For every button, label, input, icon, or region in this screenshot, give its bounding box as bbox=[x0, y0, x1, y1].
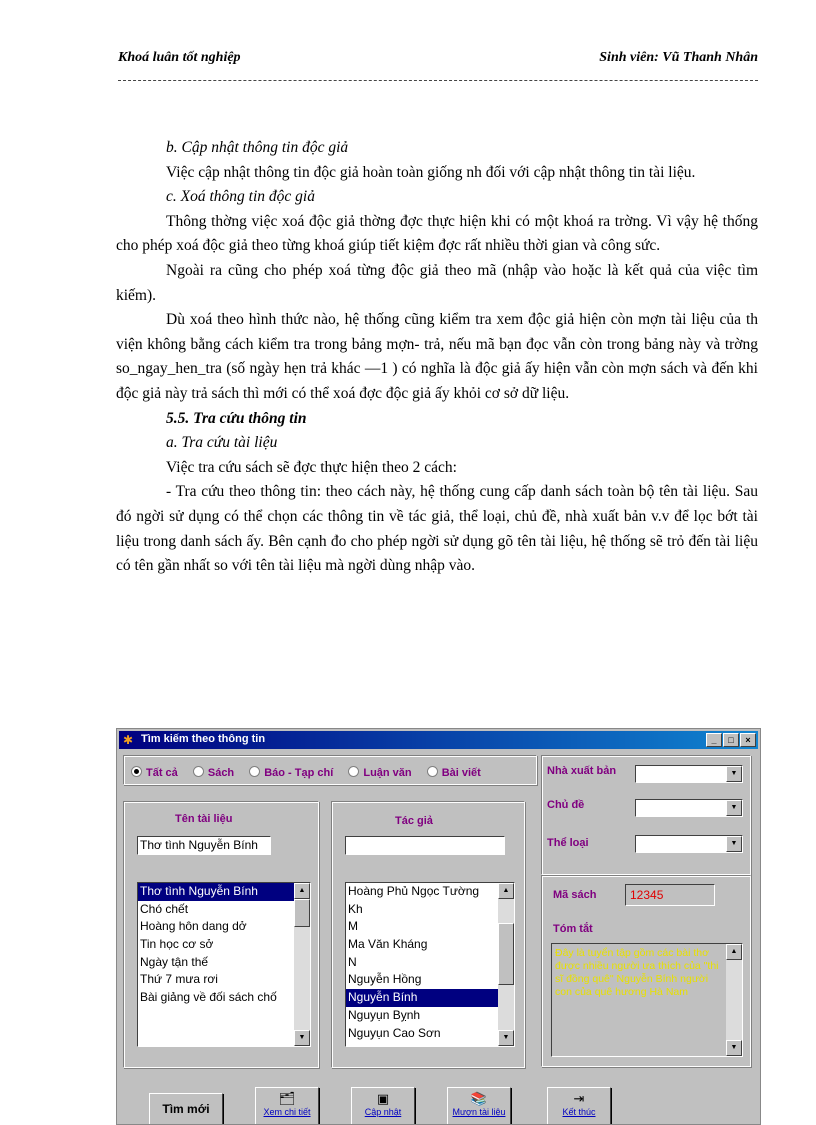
maximize-icon[interactable]: □ bbox=[723, 733, 739, 747]
radio-dot-magazine bbox=[249, 766, 260, 777]
summary-box[interactable] bbox=[551, 943, 743, 1057]
list-item[interactable]: Bài giảng về đối sách chố bbox=[140, 990, 277, 1005]
category-label: Thể loại bbox=[547, 837, 589, 849]
scroll-thumb[interactable] bbox=[498, 923, 514, 985]
scroll-up-icon[interactable]: ▲ bbox=[498, 883, 514, 899]
section-heading-5-5: 5.5. Tra cứu thông tin bbox=[166, 409, 307, 427]
list-item[interactable]: Tin học cơ sở bbox=[140, 937, 214, 952]
window-title: Tìm kiếm theo thông tin bbox=[141, 733, 266, 745]
scroll-thumb[interactable] bbox=[294, 899, 310, 927]
exit-button[interactable] bbox=[547, 1087, 611, 1125]
search-window-screenshot bbox=[116, 728, 761, 1125]
exit-label: Kết thúc bbox=[562, 1107, 596, 1117]
list-item[interactable]: Ma Văn Kháng bbox=[348, 937, 428, 952]
radio-dot-all bbox=[131, 766, 142, 777]
title-input[interactable]: Thơ tình Nguyễn Bính bbox=[137, 836, 271, 855]
paragraph-6: - Tra cứu theo thông tin: theo cách này, hệ thống cung cấp danh sách toàn bộ tên tài liệu. Sau đó ngời sử dụng có thể chọn các thông tin về tác giả, thể loại, chủ đề, nhà xuất bản v.v để lọc bớt tài liệu trong danh sách ấy. Bên cạnh đo cho phép ngời sử dụng gõ tên tài liệu, hệ thống sẽ trỏ đến tài liệu có tên gần nhất so với tên tài liệu mà ngời dùng nhập vào. bbox=[116, 483, 758, 575]
list-item[interactable]: Hoàng Phủ Ngọc Tường bbox=[348, 884, 480, 898]
topic-label: Chủ đề bbox=[547, 799, 585, 811]
borrow-label: Mượn tài liệu bbox=[452, 1107, 506, 1117]
radio-dot-book bbox=[193, 766, 204, 777]
title-label: Tên tài liệu bbox=[175, 813, 233, 825]
header-student-name: Sinh viên: Vũ Thanh Nhân bbox=[599, 50, 758, 65]
document-body bbox=[116, 136, 758, 579]
radio-thesis[interactable]: Luận văn bbox=[348, 766, 411, 779]
list-item[interactable]: Ngày tận thế bbox=[140, 954, 209, 969]
chevron-down-icon[interactable]: ▼ bbox=[726, 766, 742, 782]
update-label: Cập nhật bbox=[364, 1107, 402, 1117]
paragraph-3: Ngoài ra cũng cho phép xoá từng độc giả theo mã (nhập vào hoặc là kết quả của việc tìm kiếm). bbox=[116, 261, 758, 304]
chevron-down-icon[interactable]: ▼ bbox=[726, 836, 742, 852]
heading-a: a. Tra cứu tài liệu bbox=[166, 434, 278, 452]
heading-c: c. Xoá thông tin độc giả bbox=[166, 188, 315, 206]
title-list[interactable] bbox=[137, 882, 311, 1047]
title-list-scrollbar[interactable] bbox=[294, 883, 310, 1046]
exit-door-icon: ⇥ bbox=[573, 1091, 585, 1106]
author-label: Tác giả bbox=[395, 815, 433, 827]
summary-scrollbar[interactable] bbox=[726, 944, 742, 1056]
header-thesis-label: Khoá luân tốt nghiệp bbox=[118, 50, 241, 65]
list-item[interactable]: Hoàng hôn dang dở bbox=[140, 919, 247, 934]
summary-text: Đây là tuyển tập gồm các bài thơ được nhiều người ưa thích của "thi sĩ đồng quê" Nguyễn Bính người con của quê hương Hà Nam bbox=[555, 947, 719, 998]
list-item[interactable]: Nguyễn Hồng bbox=[348, 972, 422, 987]
books-icon: 📚 bbox=[470, 1091, 488, 1106]
list-item[interactable]: Kh bbox=[348, 901, 363, 916]
radio-book[interactable]: Sách bbox=[193, 766, 234, 779]
close-icon[interactable]: × bbox=[740, 733, 756, 747]
paragraph-5: Việc tra cứu sách sẽ đợc thực hiện theo 2 cách: bbox=[166, 458, 457, 476]
view-detail-label: Xem chi tiết bbox=[263, 1107, 311, 1117]
view-detail-icon: 🗂 bbox=[278, 1091, 296, 1106]
list-item[interactable]: M bbox=[348, 919, 358, 934]
radio-dot-thesis bbox=[348, 766, 359, 777]
list-item[interactable]: Thơ tình Nguyễn Bính bbox=[138, 883, 310, 901]
author-input[interactable] bbox=[345, 836, 505, 855]
save-icon: ▣ bbox=[376, 1091, 390, 1106]
page-header bbox=[118, 50, 758, 70]
list-item[interactable]: Nguyụn Bỵnh bbox=[348, 1007, 421, 1022]
scroll-down-icon[interactable]: ▼ bbox=[294, 1030, 310, 1046]
book-code-field: 12345 bbox=[625, 884, 715, 906]
update-button[interactable] bbox=[351, 1087, 415, 1125]
view-detail-button[interactable] bbox=[255, 1087, 319, 1125]
list-item[interactable]: Chó chết bbox=[140, 901, 189, 916]
category-select[interactable] bbox=[635, 835, 743, 853]
window-titlebar bbox=[119, 731, 758, 749]
radio-dot-article bbox=[427, 766, 438, 777]
paragraph-4: Dù xoá theo hình thức nào, hệ thống cũng kiểm tra xem độc giả hiện còn mợn tài liệu của th viện không bằng cách kiểm tra trong bảng mợn- trả, nếu mã bạn đọc vẫn còn trong bảng này và trờng so_ngay_hen_tra (số ngày hẹn trả khác —1 ) có nghĩa là độc giả ấy hiện vẫn còn mợn sách và đến khi độc giả này trả sách thì mới có thể xoá đợc độc giả ấy khỏi cơ sở dữ liệu. bbox=[116, 311, 758, 402]
type-filter-radios bbox=[131, 766, 493, 779]
publisher-select[interactable] bbox=[635, 765, 743, 783]
header-divider bbox=[118, 80, 758, 81]
heading-b: b. Cập nhật thông tin độc giả bbox=[166, 139, 349, 156]
paragraph-1: Việc cập nhật thông tin độc giả hoàn toàn giống nh đối với cập nhật thông tin tài liệu. bbox=[166, 163, 696, 181]
chevron-down-icon[interactable]: ▼ bbox=[726, 800, 742, 816]
paragraph-2: Thông thờng việc xoá độc giả thờng đợc thực hiện khi có một khoá ra trờng. Vì vậy hệ thống cho phép xoá độc giả theo từng khoá giúp tiết kiệm đợc rất nhiều thời gian và công sức. bbox=[116, 212, 758, 255]
radio-all[interactable]: Tất cả bbox=[131, 766, 178, 779]
list-item[interactable]: Thứ 7 mưa rơi bbox=[140, 972, 218, 987]
publisher-label: Nhà xuất bản bbox=[547, 765, 617, 777]
scroll-up-icon[interactable]: ▲ bbox=[726, 944, 742, 960]
borrow-button[interactable] bbox=[447, 1087, 511, 1125]
list-item[interactable]: Nguyụn Cao Sơn bbox=[348, 1025, 441, 1040]
radio-article[interactable]: Bài viết bbox=[427, 766, 481, 779]
scroll-down-icon[interactable]: ▼ bbox=[726, 1040, 742, 1056]
scroll-down-icon[interactable]: ▼ bbox=[498, 1030, 514, 1046]
new-search-button[interactable]: Tìm mới bbox=[149, 1093, 223, 1125]
app-icon: ✱ bbox=[123, 733, 134, 747]
book-code-label: Mã sách bbox=[553, 889, 597, 901]
author-list[interactable] bbox=[345, 882, 515, 1047]
radio-magazine[interactable]: Báo - Tạp chí bbox=[249, 766, 333, 779]
topic-select[interactable] bbox=[635, 799, 743, 817]
action-bar bbox=[117, 1069, 760, 1124]
scroll-up-icon[interactable]: ▲ bbox=[294, 883, 310, 899]
list-item[interactable]: Nguyễn Bính bbox=[346, 989, 514, 1007]
list-item[interactable]: N bbox=[348, 954, 357, 969]
author-list-scrollbar[interactable] bbox=[498, 883, 514, 1046]
summary-label: Tóm tắt bbox=[553, 923, 593, 935]
minimize-icon[interactable]: _ bbox=[706, 733, 722, 747]
